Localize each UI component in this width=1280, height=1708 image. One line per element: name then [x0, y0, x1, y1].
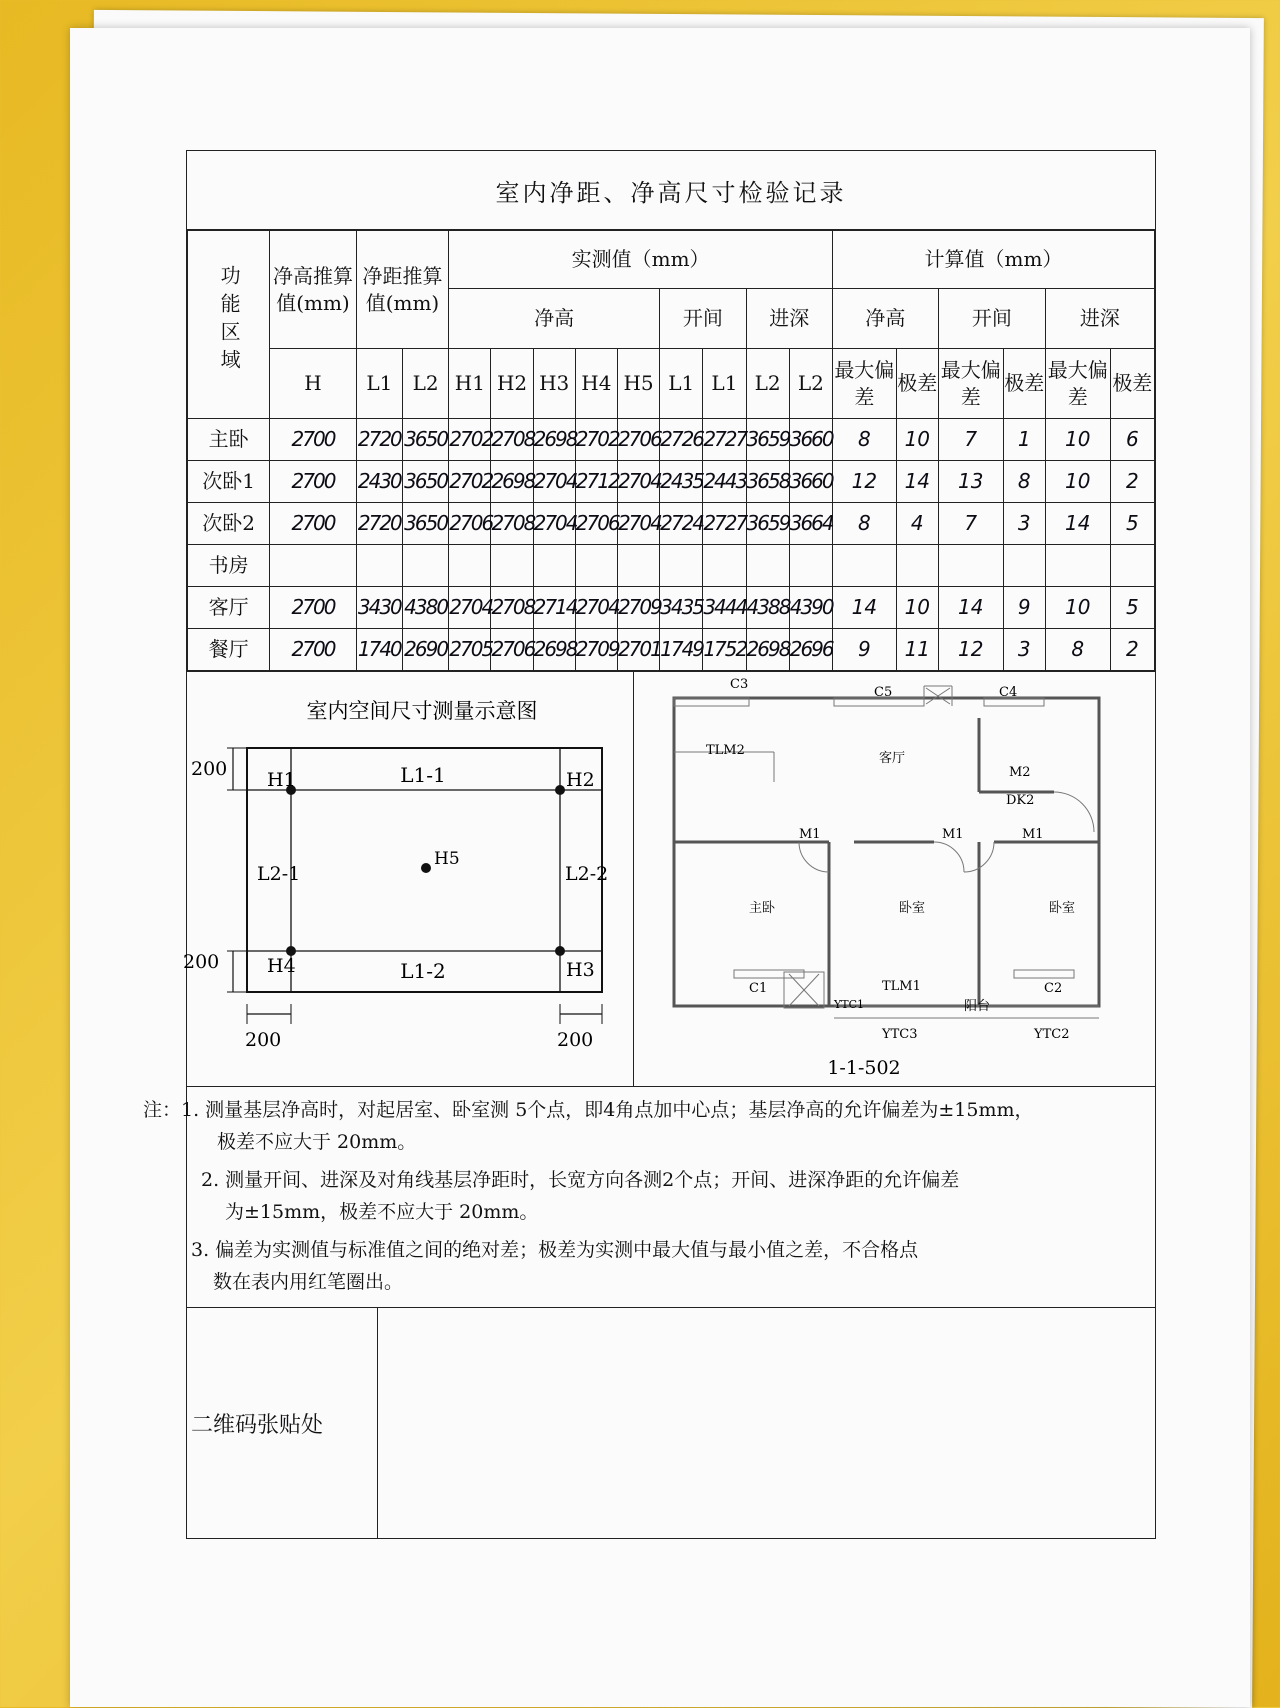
cell-w_max: [938, 545, 1003, 587]
cell-H5: 2709: [617, 587, 659, 629]
cell-H5: 2704: [617, 461, 659, 503]
measurement-table: [187, 230, 1155, 671]
qr-section: [187, 1307, 1155, 1538]
header-measured-height: 净高: [449, 289, 660, 349]
cell-mL2a: 3658: [746, 461, 789, 503]
cell-H: 2700: [270, 629, 356, 671]
label-h2: H2: [566, 769, 595, 791]
cell-H2: 2698: [491, 461, 533, 503]
cell-H4: 2709: [575, 629, 617, 671]
label-h5: H5: [434, 849, 460, 869]
cell-H3: [533, 545, 575, 587]
plan-balcony: 阳台: [964, 999, 991, 1014]
cell-mL1b: [703, 545, 746, 587]
header-calc-width: 开间: [938, 289, 1045, 349]
cell-H5: 2706: [617, 419, 659, 461]
col-L1: L1: [356, 349, 402, 419]
cell-d_range: 5: [1110, 503, 1154, 545]
cell-w_range: 3: [1003, 503, 1045, 545]
table-row: [188, 629, 1155, 671]
cell-mL2a: [746, 545, 789, 587]
cell-w_range: 9: [1003, 587, 1045, 629]
col-h-range: 极差: [896, 349, 938, 419]
cell-d_range: [1110, 545, 1154, 587]
table-row: [188, 461, 1155, 503]
cell-h_range: 11: [896, 629, 938, 671]
cell-L1: 2430: [356, 461, 402, 503]
header-calculated: 计算值（mm）: [832, 231, 1154, 289]
cell-H3: 2704: [533, 503, 575, 545]
cell-d_max: 8: [1045, 629, 1110, 671]
cell-L2: 3650: [402, 461, 448, 503]
cell-H4: 2706: [575, 503, 617, 545]
point-h2: [555, 785, 565, 795]
cell-d_range: 2: [1110, 629, 1154, 671]
col-w-maxdev: 最大偏差: [938, 349, 1003, 419]
cell-H2: 2708: [491, 419, 533, 461]
cell-h_max: 8: [832, 419, 896, 461]
cell-mL1a: 1749: [660, 629, 703, 671]
cell-h_max: 12: [832, 461, 896, 503]
col-d-range: 极差: [1110, 349, 1154, 419]
note-2-line-2: 为±15mm，极差不应大于 20mm。: [225, 1201, 539, 1223]
col-H2: H2: [491, 349, 533, 419]
plan-c4: C4: [999, 685, 1018, 700]
cell-mL2a: 3659: [746, 503, 789, 545]
dim-200-left: 200: [183, 951, 220, 973]
dim-200-bottom-right: 200: [557, 1029, 594, 1051]
point-h3: [555, 946, 565, 956]
cell-H: 2700: [270, 461, 356, 503]
label-h1: H1: [267, 769, 296, 791]
cell-d_max: 10: [1045, 419, 1110, 461]
cell-d_max: 10: [1045, 587, 1110, 629]
row-area-label: 次卧1: [188, 461, 270, 503]
dim-200-top: 200: [191, 758, 228, 780]
cell-mL1a: 2435: [660, 461, 703, 503]
cell-w_range: 3: [1003, 629, 1045, 671]
cell-h_range: 10: [896, 587, 938, 629]
cell-h_range: 4: [896, 503, 938, 545]
cell-H5: [617, 545, 659, 587]
cell-mL2b: [789, 545, 832, 587]
cell-L2: [402, 545, 448, 587]
col-mL1a: L1: [660, 349, 703, 419]
label-l22: L2-2: [565, 863, 609, 885]
plan-ytc2: YTC2: [1034, 1027, 1070, 1042]
cell-H4: 2712: [575, 461, 617, 503]
cell-mL1b: 1752: [703, 629, 746, 671]
cell-d_max: [1045, 545, 1110, 587]
header-l-est: 净距推算值(mm): [356, 231, 449, 349]
label-h4: H4: [267, 955, 296, 977]
header-calc-height: 净高: [832, 289, 938, 349]
cell-H1: 2704: [449, 587, 491, 629]
notes-section: [143, 1086, 1155, 1307]
cell-mL1a: [660, 545, 703, 587]
measurement-diagram: [183, 672, 634, 1086]
cell-h_range: 14: [896, 461, 938, 503]
note-2-line-1: 2. 测量开间、进深及对角线基层净距时，长宽方向各测2个点；开间、进深净距的允许偏差: [201, 1169, 960, 1191]
label-h3: H3: [566, 959, 595, 981]
col-H3: H3: [533, 349, 575, 419]
plan-c5: C5: [874, 685, 893, 700]
table-row: [188, 587, 1155, 629]
cell-H2: 2706: [491, 629, 533, 671]
cell-H: 2700: [270, 503, 356, 545]
cell-h_max: 9: [832, 629, 896, 671]
cell-mL1a: 2726: [660, 419, 703, 461]
plan-m1-b: M1: [942, 827, 964, 842]
header-calc-depth: 进深: [1045, 289, 1154, 349]
cell-mL2b: 3664: [789, 503, 832, 545]
plan-c3: C3: [730, 677, 749, 692]
cell-h_max: 14: [832, 587, 896, 629]
cell-mL1b: 2443: [703, 461, 746, 503]
col-H1: H1: [449, 349, 491, 419]
cell-H1: 2705: [449, 629, 491, 671]
dim-200-bottom-left: 200: [245, 1029, 282, 1051]
col-L2: L2: [402, 349, 448, 419]
cell-mL1b: 3444: [703, 587, 746, 629]
note-3-line-1: 3. 偏差为实测值与标准值之间的绝对差；极差为实测中最大值与最小值之差，不合格点: [191, 1239, 919, 1261]
col-h-maxdev: 最大偏差: [832, 349, 896, 419]
inspection-form: [143, 150, 1156, 1539]
cell-w_max: 7: [938, 503, 1003, 545]
cell-w_max: 7: [938, 419, 1003, 461]
cell-H3: 2714: [533, 587, 575, 629]
cell-H: [270, 545, 356, 587]
cell-H4: 2702: [575, 419, 617, 461]
cell-L1: 2720: [356, 503, 402, 545]
cell-mL1a: 2724: [660, 503, 703, 545]
cell-L1: [356, 545, 402, 587]
cell-d_range: 2: [1110, 461, 1154, 503]
table-row: [188, 503, 1155, 545]
cell-w_max: 12: [938, 629, 1003, 671]
cell-mL2a: 2698: [746, 629, 789, 671]
cell-H3: 2698: [533, 629, 575, 671]
label-l21: L2-1: [257, 863, 301, 885]
row-area-label: 主卧: [188, 419, 270, 461]
label-l11: L1-1: [400, 763, 446, 787]
col-H5: H5: [617, 349, 659, 419]
diagram-title: 室内空间尺寸测量示意图: [306, 699, 538, 723]
point-h5: [421, 863, 431, 873]
cell-H2: 2708: [491, 587, 533, 629]
cell-w_range: 8: [1003, 461, 1045, 503]
drawings-section: [183, 671, 1155, 1086]
cell-L2: 3650: [402, 503, 448, 545]
cell-h_range: 10: [896, 419, 938, 461]
cell-H5: 2704: [617, 503, 659, 545]
cell-mL1b: 2727: [703, 419, 746, 461]
cell-h_range: [896, 545, 938, 587]
cell-w_range: 1: [1003, 419, 1045, 461]
cell-H: 2700: [270, 587, 356, 629]
cell-L1: 1740: [356, 629, 402, 671]
col-mL2a: L2: [746, 349, 789, 419]
cell-L1: 2720: [356, 419, 402, 461]
note-1-line-2: 极差不应大于 20mm。: [217, 1131, 417, 1153]
cell-H: 2700: [270, 419, 356, 461]
cell-H3: 2698: [533, 419, 575, 461]
table-row: [188, 419, 1155, 461]
cell-L2: 3650: [402, 419, 448, 461]
plan-master: 主卧: [749, 901, 776, 916]
cell-H1: 2706: [449, 503, 491, 545]
plan-unit-number: 1-1-502: [827, 1057, 901, 1079]
cell-H5: 2701: [617, 629, 659, 671]
note-3-line-2: 数在表内用红笔圈出。: [213, 1271, 404, 1293]
cell-H3: 2704: [533, 461, 575, 503]
header-measured-width: 开间: [660, 289, 746, 349]
plan-c2: C2: [1044, 981, 1063, 996]
cell-H1: [449, 545, 491, 587]
plan-c1: C1: [749, 981, 768, 996]
cell-H2: 2708: [491, 503, 533, 545]
cell-H4: 2704: [575, 587, 617, 629]
form-title: 室内净距、净高尺寸检验记录: [187, 151, 1155, 230]
row-area-label: 次卧2: [188, 503, 270, 545]
row-area-label: 餐厅: [188, 629, 270, 671]
label-l12: L1-2: [400, 959, 446, 983]
cell-w_max: 13: [938, 461, 1003, 503]
row-area-label: 书房: [188, 545, 270, 587]
cell-H4: [575, 545, 617, 587]
col-mL1b: L1: [703, 349, 746, 419]
col-H: H: [270, 349, 356, 419]
plan-tlm1: TLM1: [882, 979, 921, 994]
cell-h_max: [832, 545, 896, 587]
cell-w_range: [1003, 545, 1045, 587]
plan-ytc3: YTC3: [882, 1027, 918, 1042]
cell-h_max: 8: [832, 503, 896, 545]
col-w-range: 极差: [1003, 349, 1045, 419]
plan-ytc1: YTC1: [834, 998, 865, 1011]
plan-m1-c: M1: [1022, 827, 1044, 842]
note-1-line-1: 注：1. 测量基层净高时，对起居室、卧室测 5个点，即4角点加中心点；基层净高的允许偏差为±15mm，: [143, 1099, 1034, 1121]
header-measured: 实测值（mm）: [449, 231, 833, 289]
cell-d_range: 5: [1110, 587, 1154, 629]
cell-mL2b: 3660: [789, 461, 832, 503]
col-mL2b: L2: [789, 349, 832, 419]
plan-m2: M2: [1009, 765, 1031, 780]
col-d-maxdev: 最大偏差: [1045, 349, 1110, 419]
cell-H1: 2702: [449, 461, 491, 503]
cell-mL1b: 2727: [703, 503, 746, 545]
cell-d_max: 10: [1045, 461, 1110, 503]
plan-living: 客厅: [879, 751, 906, 766]
cell-L2: 4380: [402, 587, 448, 629]
cell-L2: 2690: [402, 629, 448, 671]
cell-mL2b: 3660: [789, 419, 832, 461]
header-area: 功能区域: [188, 231, 270, 419]
cell-mL2a: 3659: [746, 419, 789, 461]
cell-mL1a: 3435: [660, 587, 703, 629]
cell-H2: [491, 545, 533, 587]
table-row: [188, 545, 1155, 587]
cell-mL2b: 4390: [789, 587, 832, 629]
plan-bed1: 卧室: [899, 901, 926, 916]
qr-paste-area: [378, 1308, 1155, 1538]
header-measured-depth: 进深: [746, 289, 832, 349]
plan-tlm2: TLM2: [706, 743, 745, 758]
cell-d_range: 6: [1110, 419, 1154, 461]
cell-w_max: 14: [938, 587, 1003, 629]
cell-mL2b: 2696: [789, 629, 832, 671]
table-body: [188, 419, 1155, 671]
cell-d_max: 14: [1045, 503, 1110, 545]
row-area-label: 客厅: [188, 587, 270, 629]
cell-mL2a: 4388: [746, 587, 789, 629]
plan-dk2: DK2: [1006, 793, 1035, 808]
plan-bed2: 卧室: [1049, 901, 1076, 916]
floor-plan-svg: [634, 672, 1154, 1086]
cell-H1: 2702: [449, 419, 491, 461]
floor-plan: [634, 672, 1155, 1086]
col-H4: H4: [575, 349, 617, 419]
header-h-est: 净高推算值(mm): [270, 231, 356, 349]
cell-L1: 3430: [356, 587, 402, 629]
qr-label: 二维码张贴处: [187, 1308, 378, 1538]
plan-m1-a: M1: [799, 827, 821, 842]
measurement-diagram-svg: [183, 672, 633, 1086]
